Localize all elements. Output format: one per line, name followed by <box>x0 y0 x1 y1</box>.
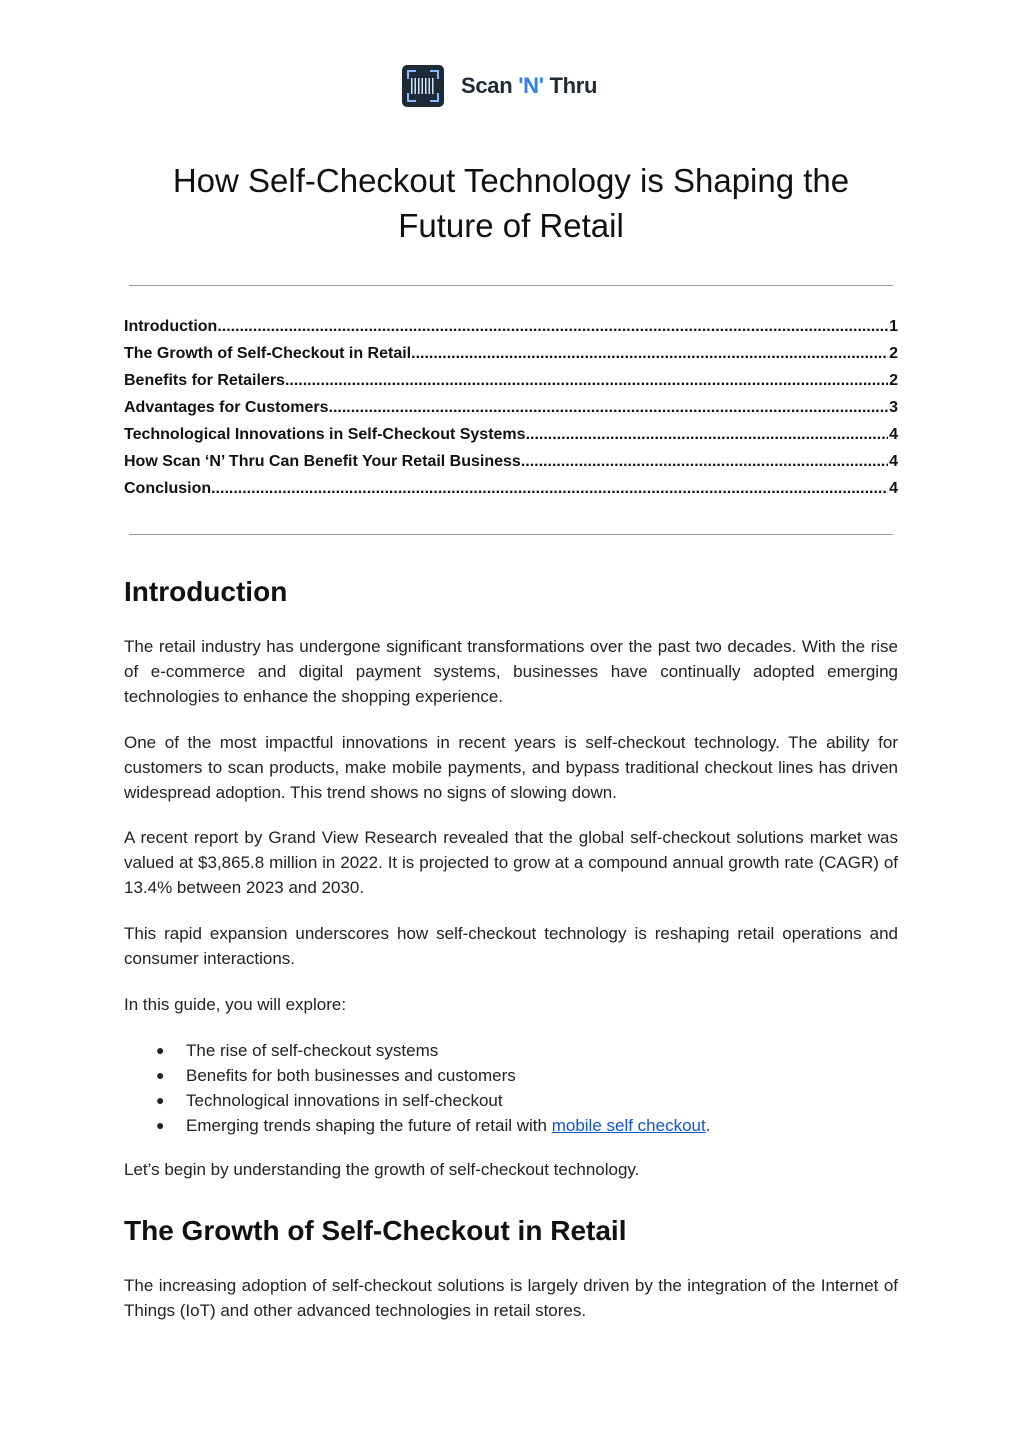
toc-entry[interactable]: How Scan ‘N’ Thru Can Benefit Your Retail Business ..... 4 <box>124 453 898 480</box>
section-heading-introduction: Introduction <box>124 576 288 607</box>
toc-entry[interactable]: The Growth of Self-Checkout in Retail ..... 2 <box>124 345 898 372</box>
section-heading-growth: The Growth of Self-Checkout in Retail <box>124 1215 627 1246</box>
divider <box>129 534 893 535</box>
paragraph: The increasing adoption of self-checkout solutions is largely driven by the integration of the Internet of Things (IoT) and other advanced technologies in retail stores. <box>124 1276 898 1320</box>
list-item: ● The rise of self-checkout systems <box>156 1041 439 1060</box>
paragraph: The retail industry has undergone significant transformations over the past two decades. With the rise of e-commerce and digital payment systems, businesses have continually adopted emerging technologies to enhance the shopping experience. <box>124 637 898 706</box>
toc-entry[interactable]: Introduction ..... 1 <box>124 318 898 345</box>
toc-entry[interactable]: Benefits for Retailers ..... 2 <box>124 372 898 399</box>
brand-logo <box>402 65 597 107</box>
paragraph: Let’s begin by understanding the growth of self-checkout technology. <box>124 1160 640 1179</box>
divider <box>129 285 893 286</box>
list-item: ● Benefits for both businesses and customers <box>156 1066 516 1085</box>
paragraph: In this guide, you will explore: <box>124 995 347 1014</box>
brand-name: Scan 'N' Thru <box>461 73 598 98</box>
barcode-scan-icon <box>402 65 444 107</box>
paragraph: One of the most impactful innovations in recent years is self-checkout technology. The ability for customers to scan products, make mobile payments, and bypass traditional checkout lines has driven widespread adoption. This trend shows no signs of slowing down. <box>124 733 898 802</box>
paragraph: A recent report by Grand View Research revealed that the global self-checkout solutions market was valued at $3,865.8 million in 2022. It is projected to grow at a compound annual growth rate (CAGR) of 13.4% between 2023 and 2030. <box>124 828 898 897</box>
toc-entry[interactable]: Technological Innovations in Self-Checkout Systems ..... 4 <box>124 426 898 453</box>
list-item: ● Emerging trends shaping the future of retail with mobile self checkout. <box>156 1116 711 1135</box>
title-line-2: Future of Retail <box>398 207 624 244</box>
toc-entry[interactable]: Conclusion ..... 4 <box>124 480 898 507</box>
mobile-self-checkout-link[interactable]: mobile self checkout <box>551 1116 706 1135</box>
toc-entry[interactable]: Advantages for Customers ..... 3 <box>124 399 898 426</box>
table-of-contents <box>124 318 898 507</box>
document-title <box>124 158 898 248</box>
bullet-list <box>124 1038 710 1138</box>
list-item: ● Technological innovations in self-checkout <box>156 1091 503 1110</box>
title-line-1: How Self-Checkout Technology is Shaping the <box>172 162 850 199</box>
paragraph: This rapid expansion underscores how self-checkout technology is reshaping retail operations and consumer interactions. <box>124 924 898 968</box>
